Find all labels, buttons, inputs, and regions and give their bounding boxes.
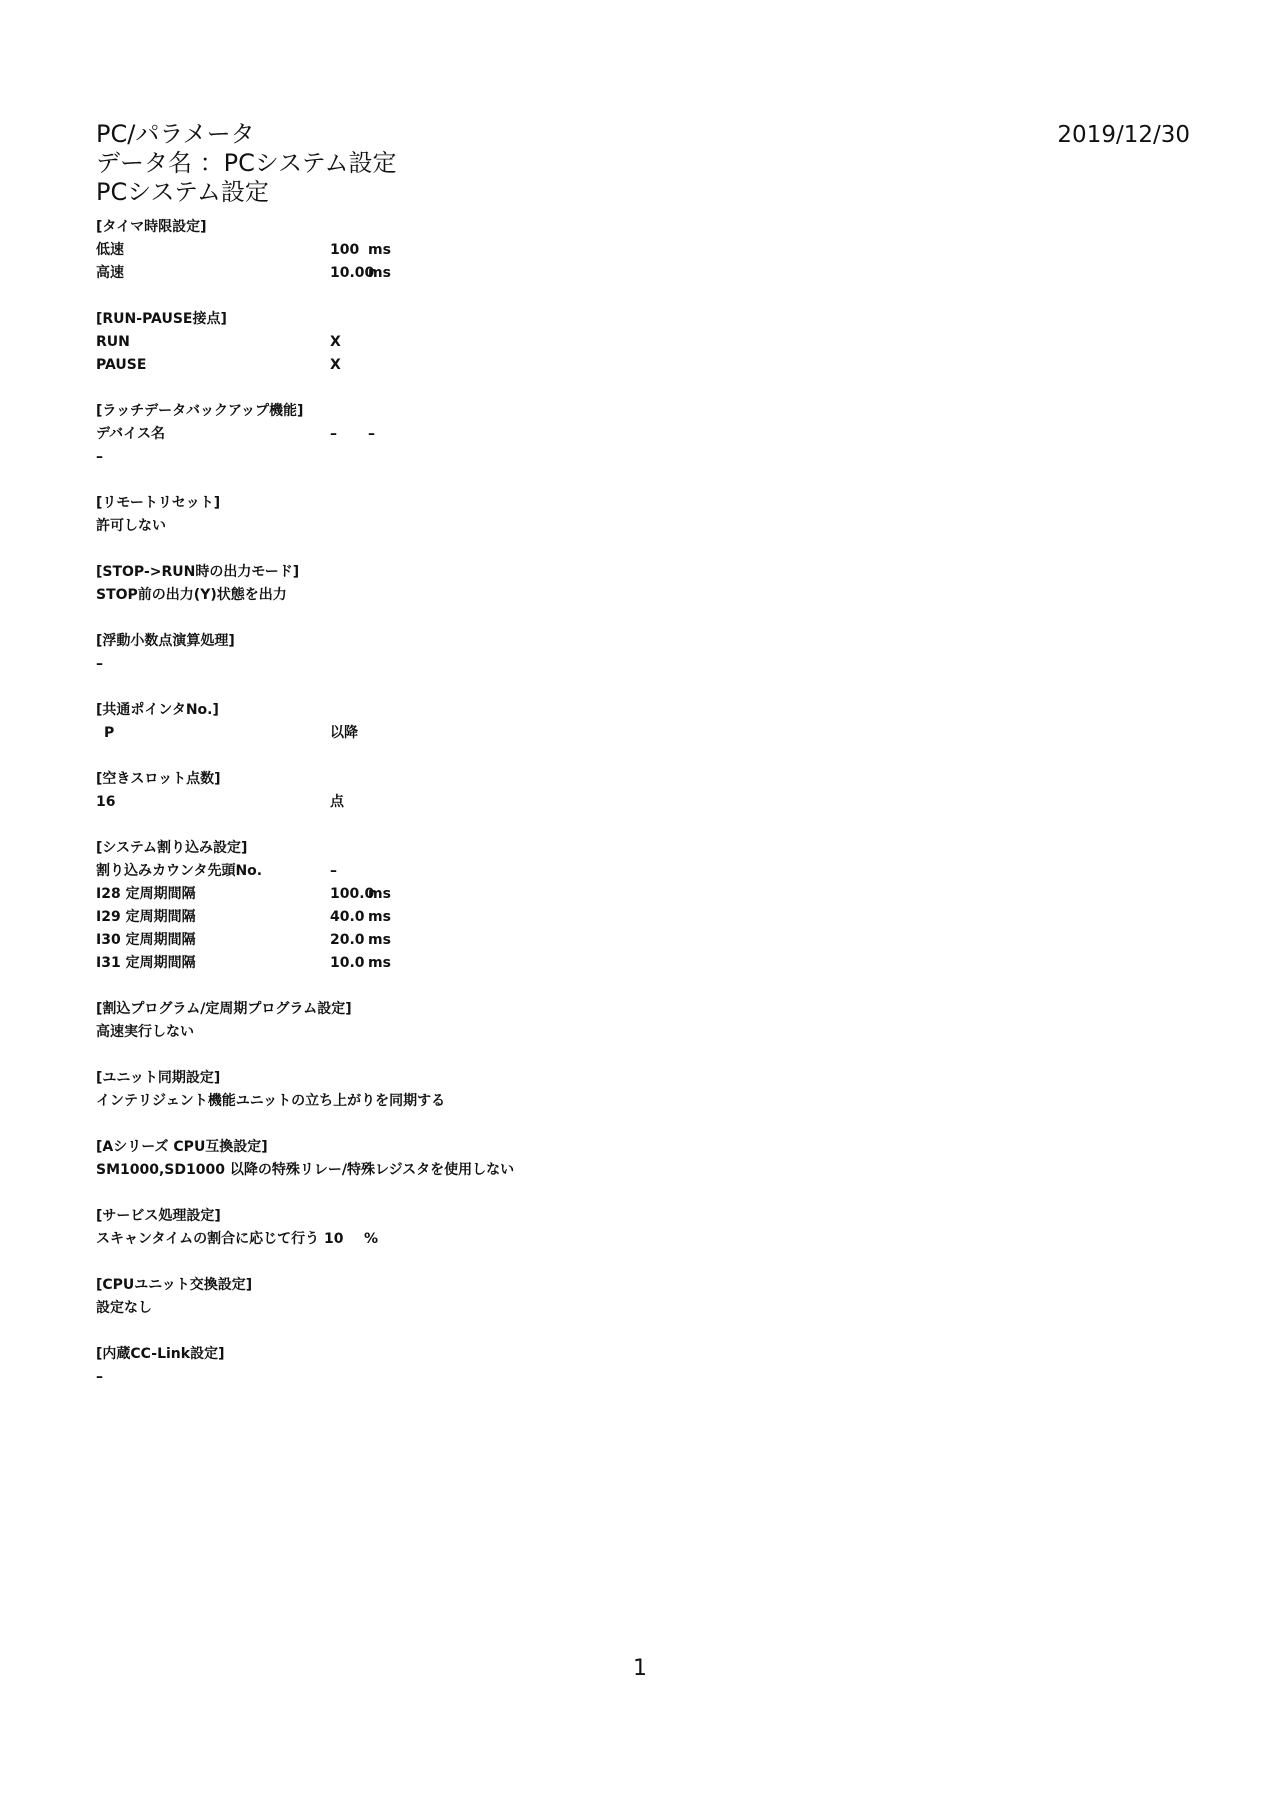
section-title: [ユニット同期設定] — [96, 1070, 221, 1086]
row-value: 100 — [330, 242, 360, 258]
row-unit: – — [368, 426, 375, 442]
setting-row — [96, 653, 796, 676]
row-unit: ms — [368, 242, 391, 258]
setting-row — [96, 906, 796, 929]
document-header — [96, 120, 396, 207]
print-date: 2019/12/30 — [1057, 122, 1190, 148]
row-label: P — [104, 725, 115, 741]
row-label: 設定なし — [96, 1300, 152, 1316]
section-title: [空きスロット点数] — [96, 771, 221, 787]
row-label: – — [96, 656, 103, 672]
section-title: [Aシリーズ CPU互換設定] — [96, 1139, 268, 1155]
row-label: RUN — [96, 334, 130, 350]
section-title: [割込プログラム/定周期プログラム設定] — [96, 1001, 352, 1017]
doc-title: PCシステム設定 — [96, 178, 269, 206]
row-label: 低速 — [96, 242, 124, 258]
setting-row — [96, 262, 796, 285]
row-label: I28 定周期間隔 — [96, 886, 196, 902]
section-service — [96, 1205, 796, 1251]
row-value: X — [330, 334, 341, 350]
row-label: I30 定周期間隔 — [96, 932, 196, 948]
row-value: 20.0 — [330, 932, 365, 948]
setting-row — [96, 1021, 796, 1044]
row-label: STOP前の出力(Y)状態を出力 — [96, 587, 287, 603]
section-remote-reset — [96, 492, 796, 538]
section-cpu-exchange — [96, 1274, 796, 1320]
section-title: [タイマ時限設定] — [96, 219, 207, 235]
setting-row — [96, 883, 796, 906]
row-label: スキャンタイムの割合に応じて行う 10 — [96, 1231, 344, 1247]
row-value: – — [330, 863, 337, 879]
row-value: – — [330, 426, 337, 442]
section-title: [サービス処理設定] — [96, 1208, 221, 1224]
section-title: [CPUユニット交換設定] — [96, 1277, 253, 1293]
row-value: 以降 — [330, 725, 358, 741]
row-value: 10.00 — [330, 265, 375, 281]
setting-row — [96, 515, 796, 538]
row-label: 高速 — [96, 265, 124, 281]
page-number: 1 — [633, 1656, 647, 1681]
section-title: [浮動小数点演算処理] — [96, 633, 235, 649]
section-stop-run-output — [96, 561, 796, 607]
section-run-pause — [96, 308, 796, 377]
section-title: [RUN-PAUSE接点] — [96, 311, 227, 327]
section-title: [ラッチデータバックアップ機能] — [96, 403, 304, 419]
setting-row — [96, 791, 796, 814]
section-system-interrupt — [96, 837, 796, 975]
setting-row — [96, 423, 796, 446]
setting-row — [96, 354, 796, 377]
section-float — [96, 630, 796, 676]
section-empty-slot — [96, 768, 796, 814]
section-a-series-compat — [96, 1136, 796, 1182]
section-title: [共通ポインタNo.] — [96, 702, 219, 718]
row-unit: ms — [368, 932, 391, 948]
row-label: 高速実行しない — [96, 1024, 194, 1040]
section-pointer — [96, 699, 796, 745]
row-label: PAUSE — [96, 357, 147, 373]
row-label: I31 定周期間隔 — [96, 955, 196, 971]
data-name-line: データ名 ：PCシステム設定 — [96, 149, 397, 177]
row-unit: ms — [368, 955, 391, 971]
setting-row — [96, 1228, 796, 1251]
row-label: I29 定周期間隔 — [96, 909, 196, 925]
row-value: 40.0 — [330, 909, 365, 925]
section-title: [内蔵CC-Link設定] — [96, 1346, 225, 1362]
setting-row — [96, 929, 796, 952]
row-label: 許可しない — [96, 518, 166, 534]
row-unit: % — [364, 1231, 379, 1247]
section-unit-sync — [96, 1067, 796, 1113]
setting-row — [96, 331, 796, 354]
setting-row — [96, 860, 796, 883]
setting-row — [96, 239, 796, 262]
section-interrupt-program — [96, 998, 796, 1044]
row-label: – — [96, 449, 103, 465]
section-latch — [96, 400, 796, 469]
row-unit: ms — [368, 909, 391, 925]
setting-row — [96, 1090, 796, 1113]
section-title: [システム割り込み設定] — [96, 840, 248, 856]
setting-row — [96, 722, 796, 745]
section-cc-link — [96, 1343, 796, 1389]
settings-list — [96, 216, 796, 1412]
setting-row — [96, 1366, 796, 1389]
section-title: [リモートリセット] — [96, 495, 221, 511]
row-label: – — [96, 1369, 103, 1385]
section-title: [STOP->RUN時の出力モード] — [96, 564, 300, 580]
row-value: X — [330, 357, 341, 373]
row-value: 100.0 — [330, 886, 375, 902]
setting-row — [96, 584, 796, 607]
row-label: SM1000,SD1000 以降の特殊リレー/特殊レジスタを使用しない — [96, 1162, 515, 1178]
setting-row — [96, 446, 796, 469]
doc-category: PC/パラメータ — [96, 120, 255, 148]
setting-row — [96, 952, 796, 975]
row-unit: ms — [368, 265, 391, 281]
row-unit: ms — [368, 886, 391, 902]
row-value: 10.0 — [330, 955, 365, 971]
row-value: 点 — [330, 794, 344, 810]
setting-row — [96, 1159, 796, 1182]
row-label: デバイス名 — [96, 426, 166, 442]
setting-row — [96, 1297, 796, 1320]
row-label: 割り込みカウンタ先頭No. — [96, 863, 263, 879]
row-label: インテリジェント機能ユニットの立ち上がりを同期する — [96, 1093, 446, 1109]
row-label: 16 — [96, 794, 116, 810]
section-timer — [96, 216, 796, 285]
